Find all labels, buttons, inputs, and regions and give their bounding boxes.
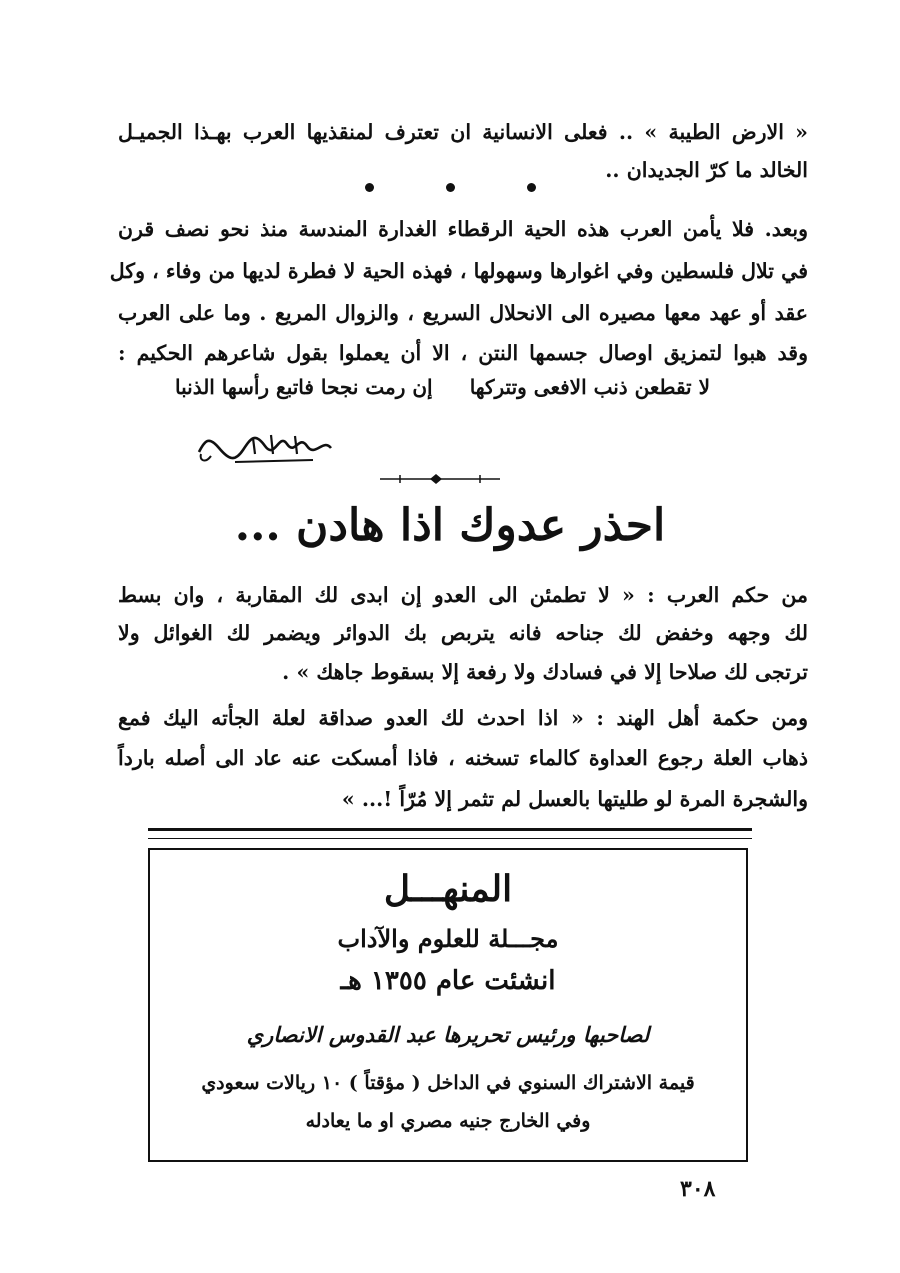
owner-editor: لصاحبها ورئيس تحريرها عبد القدوس الانصاري — [246, 1022, 650, 1047]
box-rule-thick — [148, 828, 752, 831]
founded-year: انشئت عام ١٣٥٥ هـ — [340, 966, 556, 996]
magazine-title: المنهـــل — [383, 868, 513, 910]
ornamental-divider — [380, 473, 500, 485]
author-signature — [195, 430, 335, 470]
subscription-abroad: وفي الخارج جنيه مصري او ما يعادله — [305, 1110, 591, 1132]
section2-line-2: لك وجهه وخفض لك جناحه فانه يتربص بك الدوائر ويضمر لك الغوائل ولا — [118, 621, 808, 645]
star-dot — [446, 183, 455, 192]
intro-line-1: « الارض الطيبة » .. فعلى الانسانية ان تعترف لمنقذيها العرب بهـذا الجميـل — [118, 120, 808, 144]
section1-line-3: عقد أو عهد معها مصيره الى الانحلال السريع ، والزوال المريع . وما على العرب — [118, 301, 808, 325]
section2-line-4: ومن حكمة أهل الهند : « اذا احدث لك العدو صداقة لعلة الجأته اليك فمع — [118, 706, 808, 730]
section2-line-6: والشجرة المرة لو طليتها بالعسل لم تثمر إلا مُرّاً !... » — [341, 787, 808, 811]
article-heading: احذر عدوك اذا هادن ... — [234, 500, 666, 551]
page-number: ٣٠٨ — [680, 1176, 716, 1202]
section-separator-stars — [0, 177, 900, 196]
section2-line-1: من حكم العرب : « لا تطمئن الى العدو إن ابدى لك المقاربة ، وان بسط — [118, 583, 808, 607]
poem-verse-second: إن رمت نجحا فاتبع رأسها الذنبا — [175, 375, 433, 399]
star-dot — [527, 183, 536, 192]
star-dot — [365, 183, 374, 192]
intro-line-2: الخالد ما كرّ الجديدان .. — [605, 158, 808, 182]
box-rule-thin — [148, 838, 752, 839]
section1-line-2: في تلال فلسطين وفي اغوارها وسهولها ، فهذه الحية لا فطرة لديها من وفاء ، وكل — [109, 259, 808, 283]
section2-line-5: ذهاب العلة رجوع العداوة كالماء تسخنه ، فاذا أمسكت عنه عاد الى أصله بارداً — [118, 746, 808, 770]
magazine-info-box — [148, 848, 748, 1162]
poem-verse-first: لا تقطعن ذنب الافعى وتتركها — [469, 375, 710, 399]
section1-line-4: وقد هبوا لتمزيق اوصال جسمها النتن ، الا أن يعملوا بقول شاعرهم الحكيم : — [118, 341, 808, 365]
subscription-local: قيمة الاشتراك السنوي في الداخل ( مؤقتاً ) ١٠ ريالات سعودي — [201, 1072, 695, 1094]
magazine-subtitle: مجـــلة للعلوم والآداب — [337, 924, 559, 953]
section1-line-1: وبعد. فلا يأمن العرب هذه الحية الرقطاء الغدارة المندسة منذ نحو نصف قرن — [118, 217, 808, 241]
section2-line-3: ترتجى لك صلاحا إلا في فسادك ولا رفعة إلا بسقوط جاهك » . — [282, 660, 808, 684]
